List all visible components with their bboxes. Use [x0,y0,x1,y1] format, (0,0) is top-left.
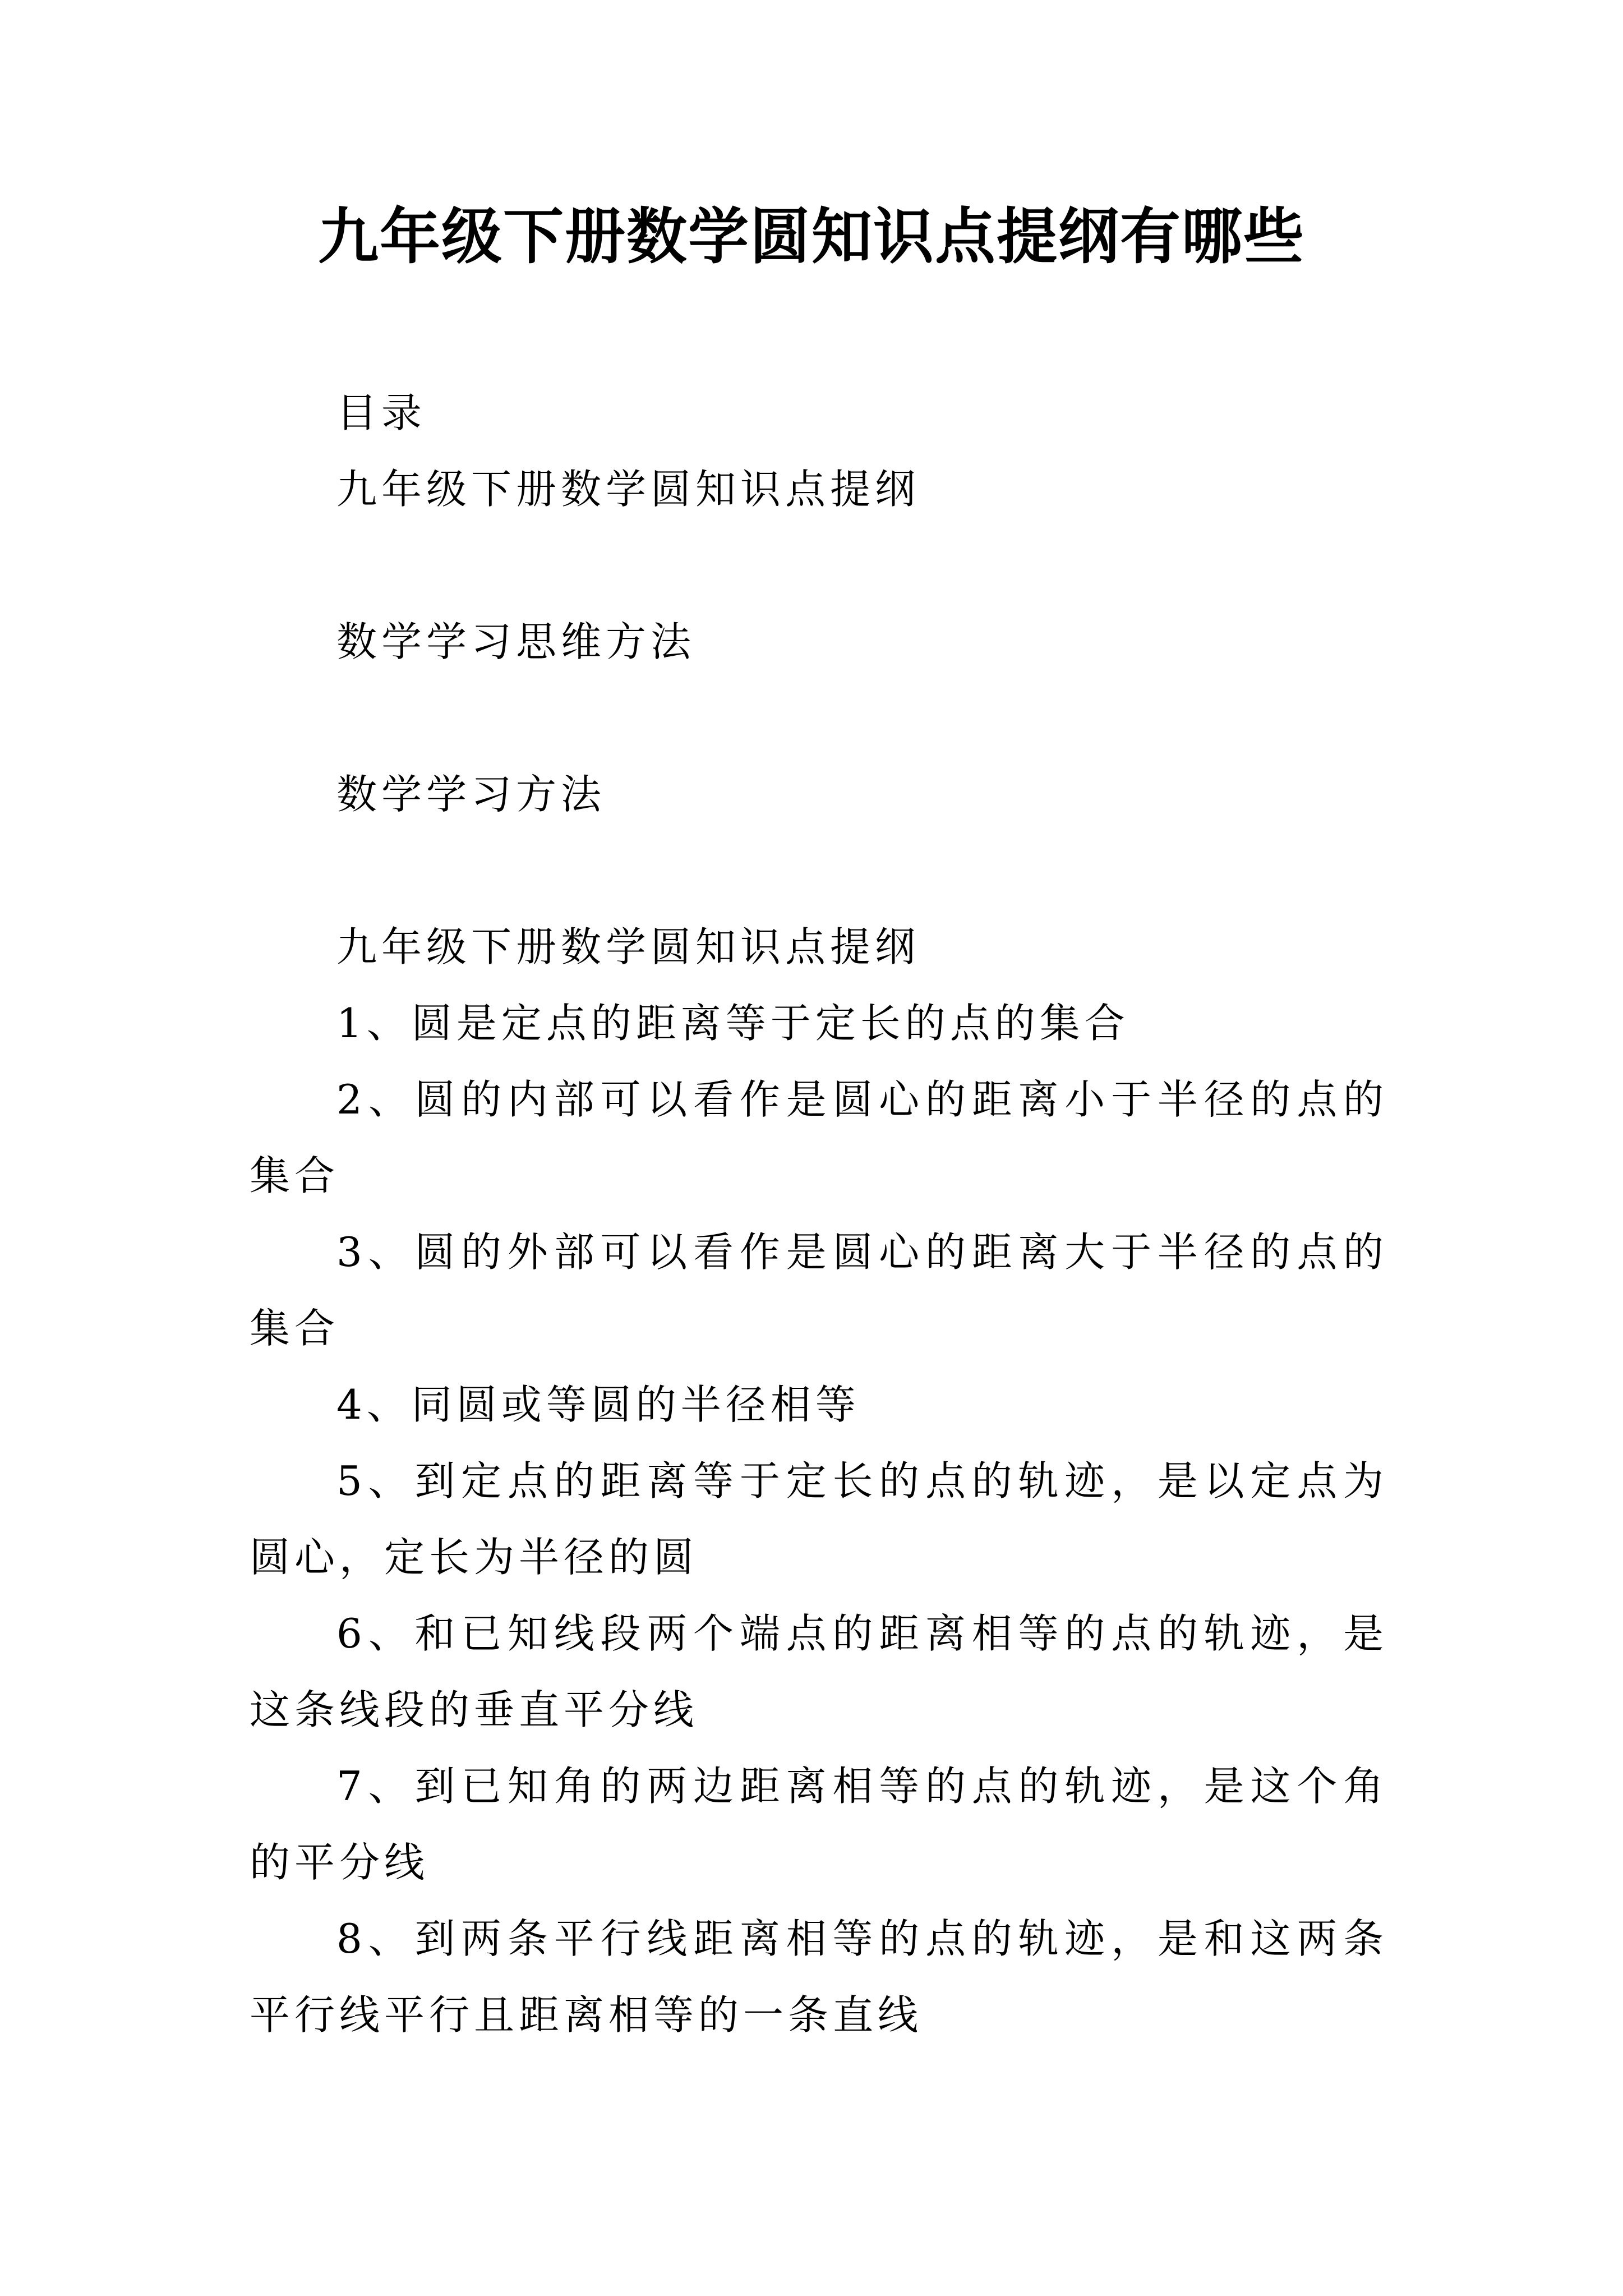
toc-item: 数学学习思维方法 [336,618,696,665]
toc-item: 数学学习方法 [336,771,606,818]
point-item: 8、到两条平行线距离相等的点的轨迹，是和这两条平行线平行且距离相等的一条直线 [250,1915,1388,2039]
toc-heading: 目录 [336,389,427,436]
document-body [250,375,1388,2053]
point-item: 6、和已知线段两个端点的距离相等的点的轨迹，是这条线段的垂直平分线 [250,1610,1388,1733]
point-item: 5、到定点的距离等于定长的点的轨迹，是以定点为圆心，定长为半径的圆 [250,1457,1388,1581]
toc-item: 九年级下册数学圆知识点提纲 [336,466,920,513]
spacer [250,527,1388,604]
point-item: 7、到已知角的两边距离相等的点的轨迹，是这个角的平分线 [250,1763,1388,1886]
spacer [250,832,1388,909]
section-heading: 九年级下册数学圆知识点提纲 [336,923,920,970]
document-title: 九年级下册数学圆知识点提纲有哪些 [317,201,1305,272]
point-item: 2、圆的内部可以看作是圆心的距离小于半径的点的集合 [250,1076,1388,1199]
point-item: 3、圆的外部可以看作是圆心的距离大于半径的点的集合 [250,1228,1388,1352]
spacer [250,680,1388,756]
point-item: 4、同圆或等圆的半径相等 [336,1381,860,1428]
point-item: 1、圆是定点的距离等于定长的点的集合 [336,1000,1129,1047]
